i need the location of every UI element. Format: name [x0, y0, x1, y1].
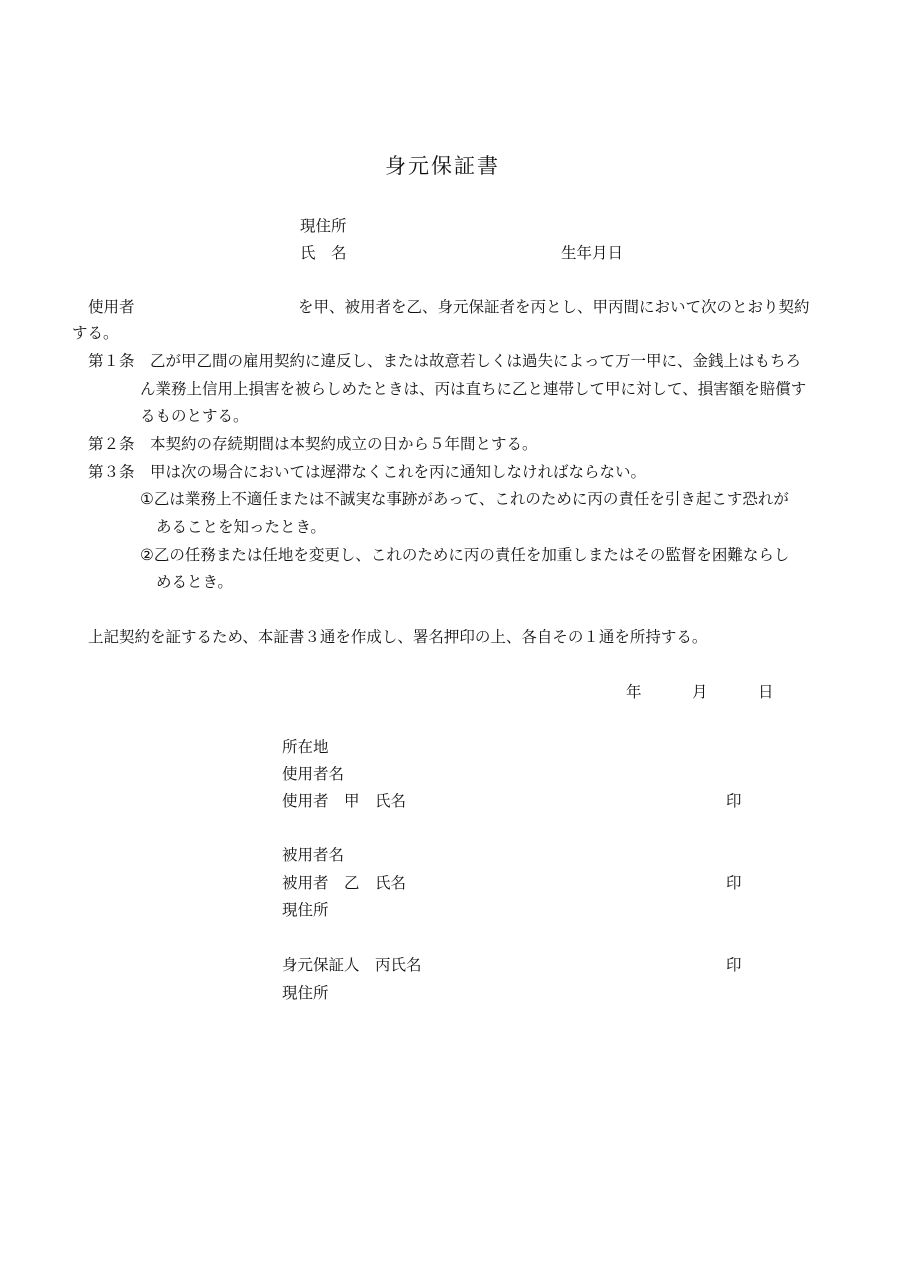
employer-company-name-label: 使用者名 [282, 765, 345, 783]
employee-seal-mark: 印 [726, 874, 742, 892]
header-name-label: 氏 名 [300, 244, 347, 262]
guarantor-address-label: 現住所 [282, 984, 329, 1002]
condition-1-line-2: あることを知ったとき。 [156, 518, 326, 536]
header-address-label: 現住所 [300, 217, 347, 235]
header-birthdate-label: 生年月日 [561, 244, 624, 262]
article-1-label: 第１条 [88, 352, 135, 370]
article-1-line-3: るものとする。 [140, 407, 249, 425]
condition-1-line-1: ①乙は業務上不適任または不誠実な事跡があって、これのために丙の責任を引き起こす恐れが [140, 490, 789, 508]
document-title: 身元保証書 [385, 154, 500, 178]
intro-employer-label: 使用者 [88, 298, 135, 316]
article-3-line-1: 甲は次の場合においては遅滞なくこれを丙に通知しなければならない。 [150, 463, 647, 481]
closing-statement: 上記契約を証するため、本証書３通を作成し、署名押印の上、各自その１通を所持する。 [88, 628, 708, 646]
date-year: 年 [626, 683, 642, 701]
guarantor-signer-label: 身元保証人 丙氏名 [282, 956, 422, 974]
guarantor-seal-mark: 印 [726, 956, 742, 974]
employee-address-label: 現住所 [282, 901, 329, 919]
employer-signer-label: 使用者 甲 氏名 [282, 792, 407, 810]
article-2-label: 第２条 [88, 435, 135, 453]
condition-2-line-2: めるとき。 [156, 573, 233, 591]
article-3-label: 第３条 [88, 463, 135, 481]
employer-seal-mark: 印 [726, 792, 742, 810]
employer-location-label: 所在地 [282, 738, 329, 756]
employee-signer-label: 被用者 乙 氏名 [282, 874, 407, 892]
article-1-line-1: 乙が甲乙間の雇用契約に違反し、または故意若しくは過失によって万一甲に、金銭上はもちろ [150, 352, 802, 370]
intro-line1: を甲、被用者を乙、身元保証者を丙とし、甲丙間において次のとおり契約 [298, 298, 810, 316]
article-2-line-1: 本契約の存続期間は本契約成立の日から５年間とする。 [150, 435, 538, 453]
date-month: 月 [692, 683, 708, 701]
employee-name-label: 被用者名 [282, 846, 345, 864]
date-day: 日 [758, 683, 774, 701]
article-1-line-2: ん業務上信用上損害を被らしめたときは、丙は直ちに乙と連帯して甲に対して、損害額を賠償す [140, 380, 807, 398]
condition-2-line-1: ②乙の任務または任地を変更し、これのために丙の責任を加重しまたはその監督を困難ならし [140, 546, 790, 564]
intro-line2: する。 [72, 324, 119, 342]
